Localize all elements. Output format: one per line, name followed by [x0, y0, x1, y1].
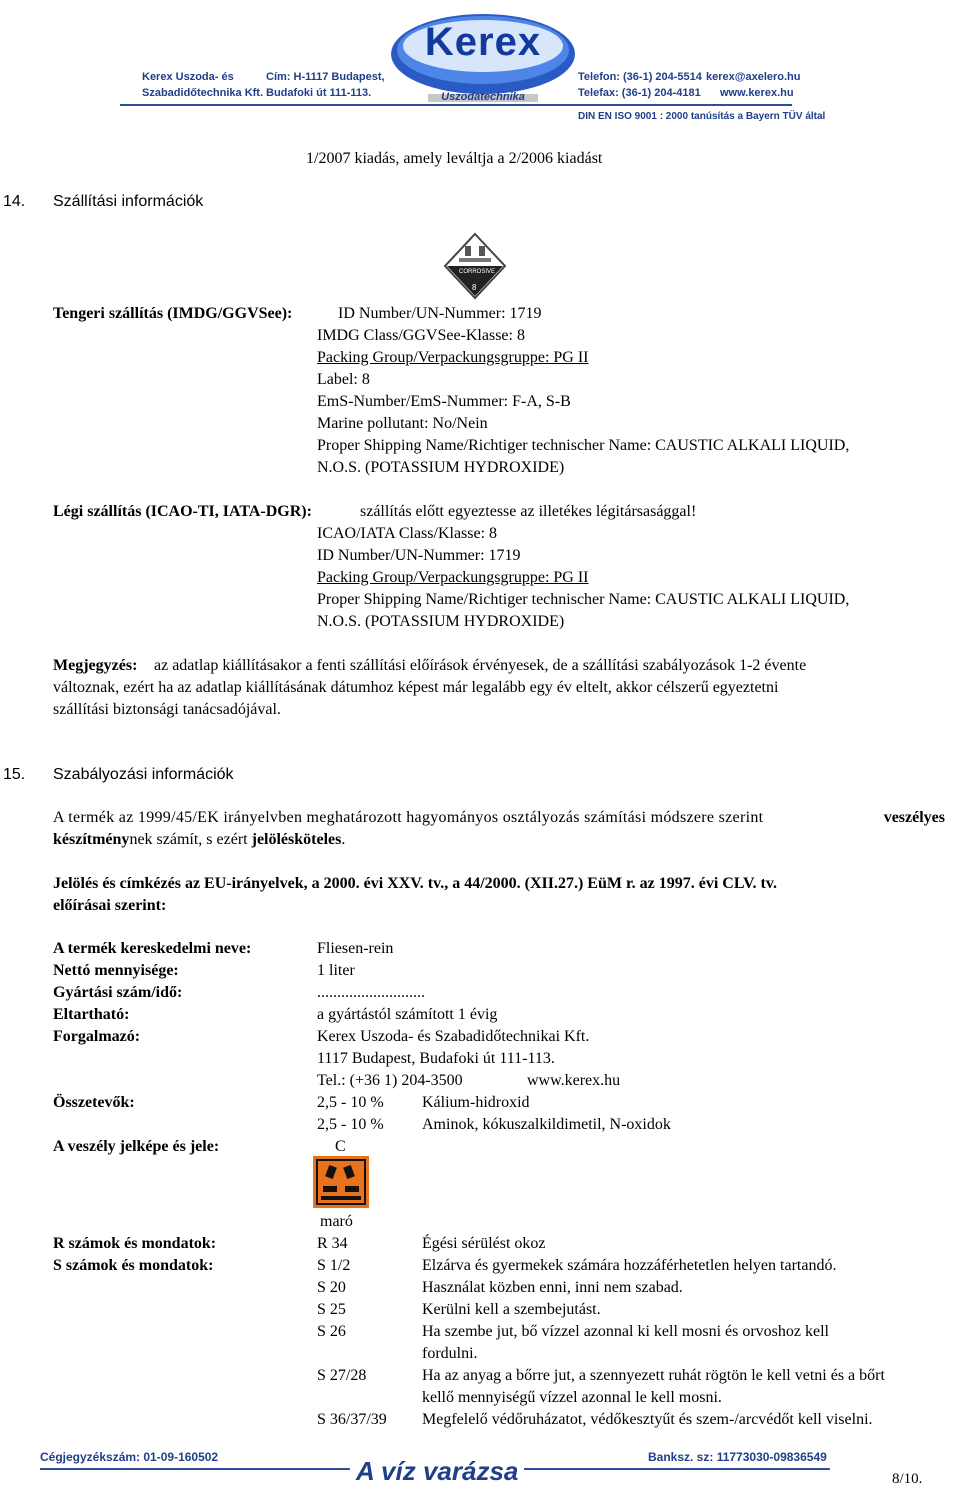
labeling-heading-line2: előírásai szerint:	[53, 897, 167, 914]
hazard-name: maró	[320, 1213, 353, 1230]
field-value-shelf-life: a gyártástól számított 1 évig	[317, 1006, 498, 1023]
air-transport-text: szállítás előtt egyeztesse az illetékes légitársasággal!	[360, 503, 697, 520]
field-label-distributor: Forgalmazó:	[53, 1028, 141, 1045]
s-phrase-text-5: Ha az anyag a bőrre jut, a szennyezett ruhát rögtön le kell vetni és a bőrt	[422, 1367, 885, 1384]
note-line2: változnak, ezért ha az adatlap kiállításának dátumhoz képest már legalább egy év eltelt, akkor célszerű egyeztetni	[53, 679, 779, 696]
section-14-number: 14.	[3, 193, 26, 210]
s-phrase-code-2: S 25	[317, 1301, 346, 1318]
s-phrase-text-0: Elzárva és gyermekek számára hozzáférhetetlen helyen tartandó.	[422, 1257, 837, 1274]
sea-line-0: ID Number/UN-Nummer: 1719	[338, 305, 542, 322]
r-phrase-code-0: R 34	[317, 1235, 348, 1252]
field-value-distributor: Kerex Uszoda- és Szabadidőtechnikai Kft.	[317, 1028, 590, 1045]
section-15-title: Szabályozási információk	[53, 766, 234, 783]
sea-line-4: EmS-Number/EmS-Nummer: F-A, S-B	[317, 393, 571, 410]
classification-text: A termék az 1999/45/EK irányelvben meghatározott hagyományos osztályozás számítási módszere szerint	[53, 809, 764, 826]
ingredient-percent-0: 2,5 - 10 %	[317, 1094, 384, 1111]
section-15-number: 15.	[3, 766, 26, 783]
sea-line-7: N.O.S. (POTASSIUM HYDROXIDE)	[317, 459, 565, 476]
s-phrase-code-0: S 1/2	[317, 1257, 351, 1274]
s-phrases-label: S számok és mondatok:	[53, 1257, 214, 1274]
field-value-batch: ...........................	[317, 984, 425, 1001]
logo-subtitle: Uszodatechnika	[441, 91, 525, 103]
kerex-logo	[388, 10, 578, 102]
air-line-2: Packing Group/Verpackungsgruppe: PG II	[317, 569, 589, 586]
corrosive-class-number: 8	[472, 283, 477, 292]
classification-continuation: nek számít, s ezért	[129, 831, 248, 848]
ingredient-name-1: Aminok, kókuszalkildimetil, N-oxidok	[422, 1116, 671, 1133]
slogan: A víz varázsa	[350, 1456, 524, 1487]
classification-paragraph-line2	[53, 829, 345, 851]
field-label-shelf-life: Eltartható:	[53, 1006, 130, 1023]
section-14-title: Szállítási információk	[53, 193, 204, 210]
header	[0, 0, 960, 130]
company-registry: Cégjegyzékszám: 01-09-160502	[40, 1450, 219, 1464]
address-line1: Cím: H-1117 Budapest,	[266, 71, 385, 83]
s-phrase-text-7: Megfelelő védőruházatot, védőkesztyűt és szem-/arcvédőt kell viselni.	[422, 1411, 873, 1428]
address-line2: Budafoki út 111-113.	[266, 87, 372, 99]
company-line1: Kerex Uszoda- és	[142, 71, 234, 83]
hazard-symbol-label: A veszély jelképe és jele:	[53, 1138, 220, 1155]
note-line1: az adatlap kiállításakor a fenti szállítási előírások érvényesek, de a szállítási szabályozások 1-2 évente	[154, 657, 807, 674]
s-phrase-text-6: kellő mennyiségű vízzel azonnal le kell mosni.	[422, 1389, 722, 1406]
corrosive-hazard-icon	[313, 1156, 369, 1208]
classification-paragraph-line1	[53, 807, 945, 829]
s-phrase-text-2: Kerülni kell a szembejutást.	[422, 1301, 601, 1318]
ingredient-percent-1: 2,5 - 10 %	[317, 1116, 384, 1133]
corrosive-pictogram	[443, 232, 507, 300]
logo-text: Kerex	[424, 20, 542, 64]
labeling-required-keyword: jelölésköteles	[251, 831, 342, 848]
footer	[0, 1440, 960, 1493]
company-line2: Szabadidőtechnika Kft.	[142, 87, 264, 99]
air-line-0: ICAO/IATA Class/Klasse: 8	[317, 525, 498, 542]
website: www.kerex.hu	[720, 87, 794, 99]
r-phrase-text-0: Égési sérülést okoz	[422, 1235, 546, 1252]
distributor-address: 1117 Budapest, Budafoki út 111-113.	[317, 1050, 555, 1067]
s-phrase-text-4: fordulni.	[422, 1345, 478, 1362]
s-phrase-code-5: S 27/28	[317, 1367, 367, 1384]
dangerous-keyword: veszélyes	[883, 809, 945, 826]
ingredient-name-0: Kálium-hidroxid	[422, 1094, 530, 1111]
air-line-4: N.O.S. (POTASSIUM HYDROXIDE)	[317, 613, 565, 630]
distributor-phone: Tel.: (+36 1) 204-3500	[317, 1072, 463, 1089]
s-phrase-code-1: S 20	[317, 1279, 346, 1296]
field-label-net-quantity: Nettó mennyisége:	[53, 962, 179, 979]
header-divider	[120, 104, 792, 106]
note-label: Megjegyzés:	[53, 657, 138, 674]
corrosive-square-icon	[313, 1156, 369, 1208]
sea-line-1: IMDG Class/GGVSee-Klasse: 8	[317, 327, 525, 344]
page-number: 8/10.	[892, 1471, 923, 1487]
sea-line-6: Proper Shipping Name/Richtiger technischer Name: CAUSTIC ALKALI LIQUID,	[317, 437, 850, 454]
s-phrase-code-7: S 36/37/39	[317, 1411, 387, 1428]
phone: Telefon: (36-1) 204-5514	[578, 71, 702, 83]
r-phrases-label: R számok és mondatok:	[53, 1235, 217, 1252]
sea-line-5: Marine pollutant: No/Nein	[317, 415, 488, 432]
corrosive-label: CORROSIVE	[459, 269, 496, 275]
sea-line-3: Label: 8	[317, 371, 370, 388]
bank-account: Banksz. sz: 11773030-09836549	[648, 1450, 827, 1464]
air-transport-label: Légi szállítás (ICAO-TI, IATA-DGR):	[53, 503, 312, 520]
s-phrase-code-3: S 26	[317, 1323, 346, 1340]
field-label-trade-name: A termék kereskedelmi neve:	[53, 940, 252, 957]
ingredients-label: Összetevők:	[53, 1094, 135, 1111]
distributor-website: www.kerex.hu	[527, 1072, 621, 1089]
s-phrase-text-1: Használat közben enni, inni nem szabad.	[422, 1279, 683, 1296]
iso-certification: DIN EN ISO 9001 : 2000 tanúsítás a Bayern TÜV által	[578, 111, 826, 122]
field-label-batch: Gyártási szám/idő:	[53, 984, 183, 1001]
note-line3: szállítási biztonsági tanácsadójával.	[53, 701, 281, 718]
field-value-net-quantity: 1 liter	[317, 962, 355, 979]
preparation-keyword: készítmény	[53, 831, 130, 848]
fax: Telefax: (36-1) 204-4181	[578, 87, 701, 99]
air-line-3: Proper Shipping Name/Richtiger technischer Name: CAUSTIC ALKALI LIQUID,	[317, 591, 850, 608]
hazard-code: C	[335, 1138, 346, 1155]
edition-note: 1/2007 kiadás, amely leváltja a 2/2006 kiadást	[306, 150, 603, 167]
labeling-heading-line1: Jelölés és címkézés az EU-irányelvek, a 2000. évi XXV. tv., a 44/2000. (XII.27.) EüM r. az 1997. évi CLV. tv.	[53, 875, 777, 892]
sea-line-2: Packing Group/Verpackungsgruppe: PG II	[317, 349, 589, 366]
classification-period: .	[341, 831, 346, 848]
s-phrase-text-3: Ha szembe jut, bő vízzel azonnal ki kell mosni és orvoshoz kell	[422, 1323, 829, 1340]
air-line-1: ID Number/UN-Nummer: 1719	[317, 547, 521, 564]
field-value-trade-name: Fliesen-rein	[317, 940, 394, 957]
sea-transport-label: Tengeri szállítás (IMDG/GGVSee):	[53, 305, 293, 322]
email: kerex@axelero.hu	[706, 71, 801, 83]
